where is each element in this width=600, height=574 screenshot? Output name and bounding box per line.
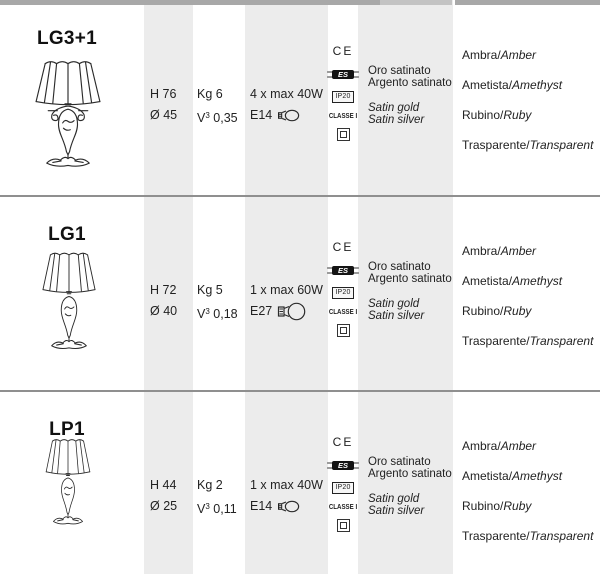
ip20-rating-icon xyxy=(325,482,361,494)
height-value: H 44 xyxy=(150,478,177,492)
color-option: Rubino/Ruby xyxy=(462,108,532,122)
volume-value: $V^3$ 0,35 xyxy=(197,111,238,125)
finishes-english: Satin gold Satin silver xyxy=(368,493,425,517)
ce-mark-icon: CE xyxy=(332,435,354,449)
finishes-column xyxy=(368,66,452,140)
finishes-italian: Oro satinato Argento satinato xyxy=(368,65,452,89)
color-option: Rubino/Ruby xyxy=(462,499,532,513)
e14-bulb-icon xyxy=(277,109,300,122)
height-value: H 72 xyxy=(150,283,177,297)
weight-value: Kg 5 xyxy=(197,283,223,297)
class-ii-insulation-icon xyxy=(325,324,361,337)
product-name: LP1 xyxy=(49,418,85,440)
lamp-shade-icon xyxy=(36,62,100,105)
product-row xyxy=(0,196,600,390)
lamping-value: 1 x max 60W xyxy=(250,283,323,297)
color-option: Ambra/Amber xyxy=(462,244,537,258)
socket-value: E27 xyxy=(250,304,273,318)
ce-mark-icon: CE xyxy=(332,44,354,58)
weight-value: Kg 6 xyxy=(197,87,223,101)
ce-mark-icon: CE xyxy=(332,240,354,254)
classe-i-label: CLASSE I xyxy=(328,307,358,316)
socket-line xyxy=(250,301,323,322)
es-label: ES xyxy=(332,266,354,275)
volume-value: $V^3$ 0,18 xyxy=(197,307,238,321)
color-option: Rubino/Ruby xyxy=(462,304,532,318)
finishes-column xyxy=(368,457,452,531)
certifications-column xyxy=(325,196,361,390)
lamp-scroll-arms-icon xyxy=(48,106,88,120)
certifications-column xyxy=(325,0,361,195)
lamping-value: 4 x max 40W xyxy=(250,87,323,101)
color-option: Ametista/Amethyst xyxy=(462,274,563,288)
es-label: ES xyxy=(332,70,354,79)
energy-saving-icon xyxy=(325,69,361,80)
lamp-base-icon xyxy=(52,340,87,348)
socket-line xyxy=(250,105,323,126)
lamping-column xyxy=(250,280,323,322)
product-name: LG1 xyxy=(48,223,86,245)
table-lamp-illustration xyxy=(42,435,94,527)
diameter-value: Ø 40 xyxy=(150,304,178,318)
table-lamp-illustration xyxy=(30,56,106,170)
lamping-column xyxy=(250,84,323,126)
socket-line xyxy=(250,496,323,517)
dimensions-column xyxy=(150,475,177,517)
weight-column xyxy=(197,280,238,325)
diameter-value: Ø 25 xyxy=(150,499,178,513)
finishes-english: Satin gold Satin silver xyxy=(368,102,425,126)
lamp-shade-icon xyxy=(46,440,90,475)
finishes-column xyxy=(368,262,452,336)
dimensions-column xyxy=(150,280,177,322)
product-row xyxy=(0,391,600,574)
color-option: Trasparente/Transparent xyxy=(462,334,594,348)
height-value: H 76 xyxy=(150,87,177,101)
color-option: Trasparente/Transparent xyxy=(462,529,594,543)
ip20-label: IP20 xyxy=(332,287,353,299)
table-lamp-illustration xyxy=(38,248,100,352)
ip20-label: IP20 xyxy=(332,91,353,103)
ip20-label: IP20 xyxy=(332,482,353,494)
class-ii-insulation-icon xyxy=(325,128,361,141)
color-option: Trasparente/Transparent xyxy=(462,138,594,152)
certifications-column xyxy=(325,391,361,574)
finishes-english: Satin gold Satin silver xyxy=(368,298,425,322)
lamp-shade-icon xyxy=(43,253,95,292)
color-option: Ametista/Amethyst xyxy=(462,78,563,92)
row-separator xyxy=(0,195,600,197)
energy-saving-icon xyxy=(325,460,361,471)
weight-column xyxy=(197,475,237,520)
lamp-base-icon xyxy=(53,517,82,524)
lamp-body-icon xyxy=(62,474,75,518)
weight-value: Kg 2 xyxy=(197,478,223,492)
lamp-body-icon xyxy=(59,104,78,159)
lamp-body-icon xyxy=(61,292,77,342)
energy-saving-icon xyxy=(325,265,361,276)
es-label: ES xyxy=(332,461,354,470)
ip20-rating-icon xyxy=(325,287,361,299)
class-ii-insulation-icon xyxy=(325,519,361,532)
volume-value: $V^3$ 0,11 xyxy=(197,502,237,516)
e14-bulb-icon xyxy=(277,500,300,513)
lamp-base-icon xyxy=(47,157,90,166)
finishes-italian: Oro satinato Argento satinato xyxy=(368,456,452,480)
classe-i-label: CLASSE I xyxy=(328,502,358,511)
product-name: LG3+1 xyxy=(36,27,98,49)
color-option: Ambra/Amber xyxy=(462,48,537,62)
finishes-italian: Oro satinato Argento satinato xyxy=(368,261,452,285)
diameter-value: Ø 45 xyxy=(150,108,178,122)
socket-value: E14 xyxy=(250,499,273,513)
dimensions-column xyxy=(150,84,177,126)
lamping-column xyxy=(250,475,323,517)
row-separator xyxy=(0,390,600,392)
ip20-rating-icon xyxy=(325,91,361,103)
color-option: Ametista/Amethyst xyxy=(462,469,563,483)
lamping-value: 1 x max 40W xyxy=(250,478,323,492)
color-option: Ambra/Amber xyxy=(462,439,537,453)
classe-i-label: CLASSE I xyxy=(328,111,358,120)
e27-bulb-icon xyxy=(277,302,308,321)
product-row xyxy=(0,0,600,195)
socket-value: E14 xyxy=(250,108,273,122)
weight-column xyxy=(197,84,238,129)
